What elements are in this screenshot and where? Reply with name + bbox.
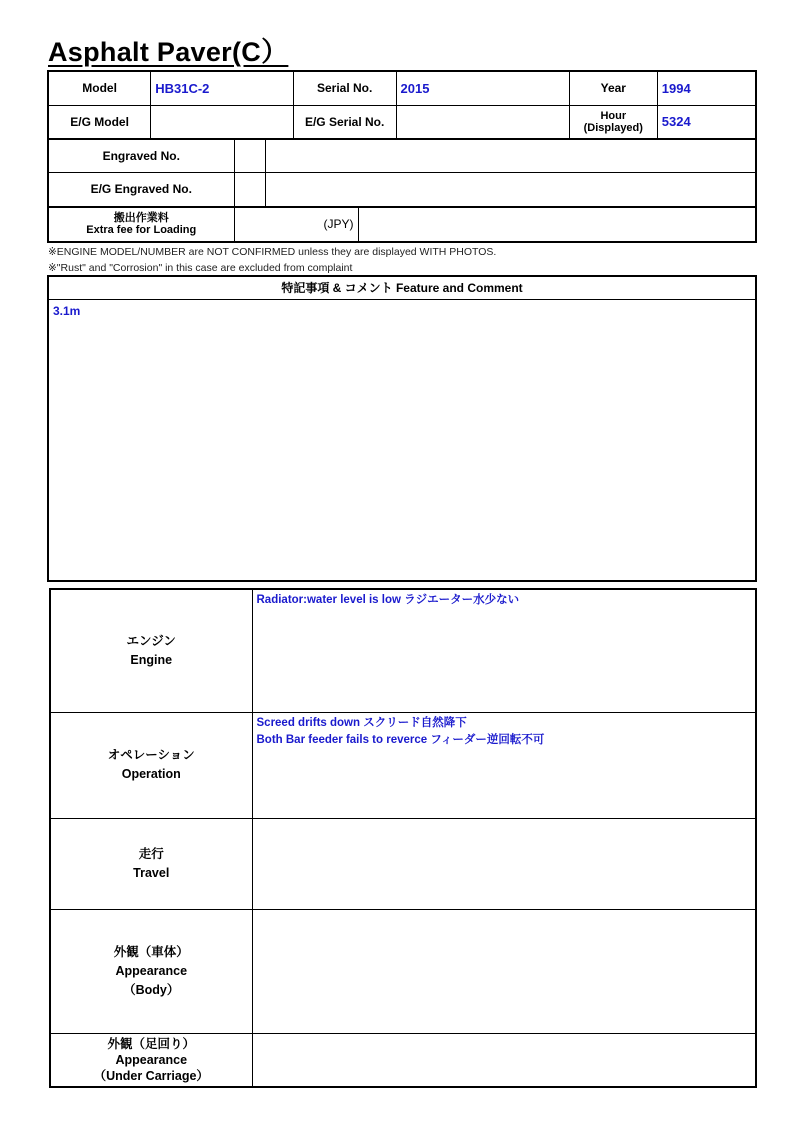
engraved-label: Engraved No.: [48, 139, 234, 173]
category-en: Appearance: [115, 963, 188, 978]
year-value: 1994: [657, 71, 756, 105]
category-row-engine: [50, 589, 756, 712]
year-label: Year: [569, 71, 657, 105]
model-label: Model: [48, 71, 151, 105]
category-jp: 外観（足回り）: [107, 1036, 195, 1051]
category-value: [252, 818, 756, 909]
category-row-appearance-body: [50, 909, 756, 1033]
category-line: Both Bar feeder fails to reverce フィーダー逆回転不可: [256, 733, 545, 746]
category-row-appearance-undercarriage: [50, 1033, 756, 1087]
category-label: [50, 818, 252, 909]
category-value: [252, 1033, 756, 1087]
feature-box: [47, 275, 757, 582]
category-en: Engine: [130, 652, 173, 667]
fee-table: [47, 206, 757, 243]
hour-label: [569, 105, 657, 139]
eg-engraved-spacer: [234, 173, 265, 207]
category-jp: エンジン: [126, 633, 176, 648]
category-table: [49, 588, 757, 1088]
fee-unit: (JPY): [234, 207, 358, 242]
model-value: HB31C-2: [151, 71, 294, 105]
category-line: Radiator:water level is low ラジエーター水少ない: [256, 594, 520, 606]
fee-label: [48, 207, 234, 242]
category-label: [50, 1033, 252, 1087]
fee-label-en: Extra fee for Loading: [86, 223, 197, 236]
category-label: [50, 712, 252, 818]
category-line: Screed drifts down スクリード自然降下: [256, 716, 467, 729]
serial-value: 2015: [396, 71, 569, 105]
hour-label-line1: Hour: [600, 109, 627, 122]
hour-label-line2: (Displayed): [583, 121, 643, 134]
category-value: [252, 589, 756, 712]
category-label: [50, 909, 252, 1033]
engraved-table: [47, 138, 757, 208]
eg-model-value: [151, 105, 294, 139]
category-en2: （Body）: [123, 982, 180, 997]
category-en: Travel: [133, 865, 170, 880]
category-en: Appearance: [115, 1052, 188, 1067]
feature-text: 3.1m: [53, 304, 81, 318]
serial-label: Serial No.: [293, 71, 396, 105]
category-jp: 走行: [138, 846, 164, 861]
category-value: [252, 712, 756, 818]
eg-serial-label: E/G Serial No.: [293, 105, 396, 139]
eg-engraved-value: [265, 173, 756, 207]
eg-model-label: E/G Model: [48, 105, 151, 139]
eg-serial-value: [396, 105, 569, 139]
note-rust: ※"Rust" and "Corrosion" in this case are excluded from complaint: [48, 262, 353, 274]
fee-label-jp: 搬出作業料: [113, 211, 169, 224]
eg-engraved-label: E/G Engraved No.: [48, 173, 234, 207]
hour-value: 5324: [657, 105, 756, 139]
note-engine: ※ENGINE MODEL/NUMBER are NOT CONFIRMED unless they are displayed WITH PHOTOS.: [48, 246, 497, 258]
fee-value: [358, 207, 756, 242]
category-row-travel: [50, 818, 756, 909]
category-en2: （Under Carriage）: [93, 1068, 209, 1083]
page-title: Asphalt Paver(C）: [48, 37, 289, 67]
category-row-operation: [50, 712, 756, 818]
feature-header: 特記事項 & コメント Feature and Comment: [49, 277, 755, 300]
engraved-value: [265, 139, 756, 173]
category-jp: オペレーション: [107, 748, 195, 762]
engraved-spacer: [234, 139, 265, 173]
info-table: [47, 70, 757, 140]
category-jp: 外観（車体）: [113, 944, 189, 959]
category-label: [50, 589, 252, 712]
category-en: Operation: [121, 767, 181, 781]
category-value: [252, 909, 756, 1033]
